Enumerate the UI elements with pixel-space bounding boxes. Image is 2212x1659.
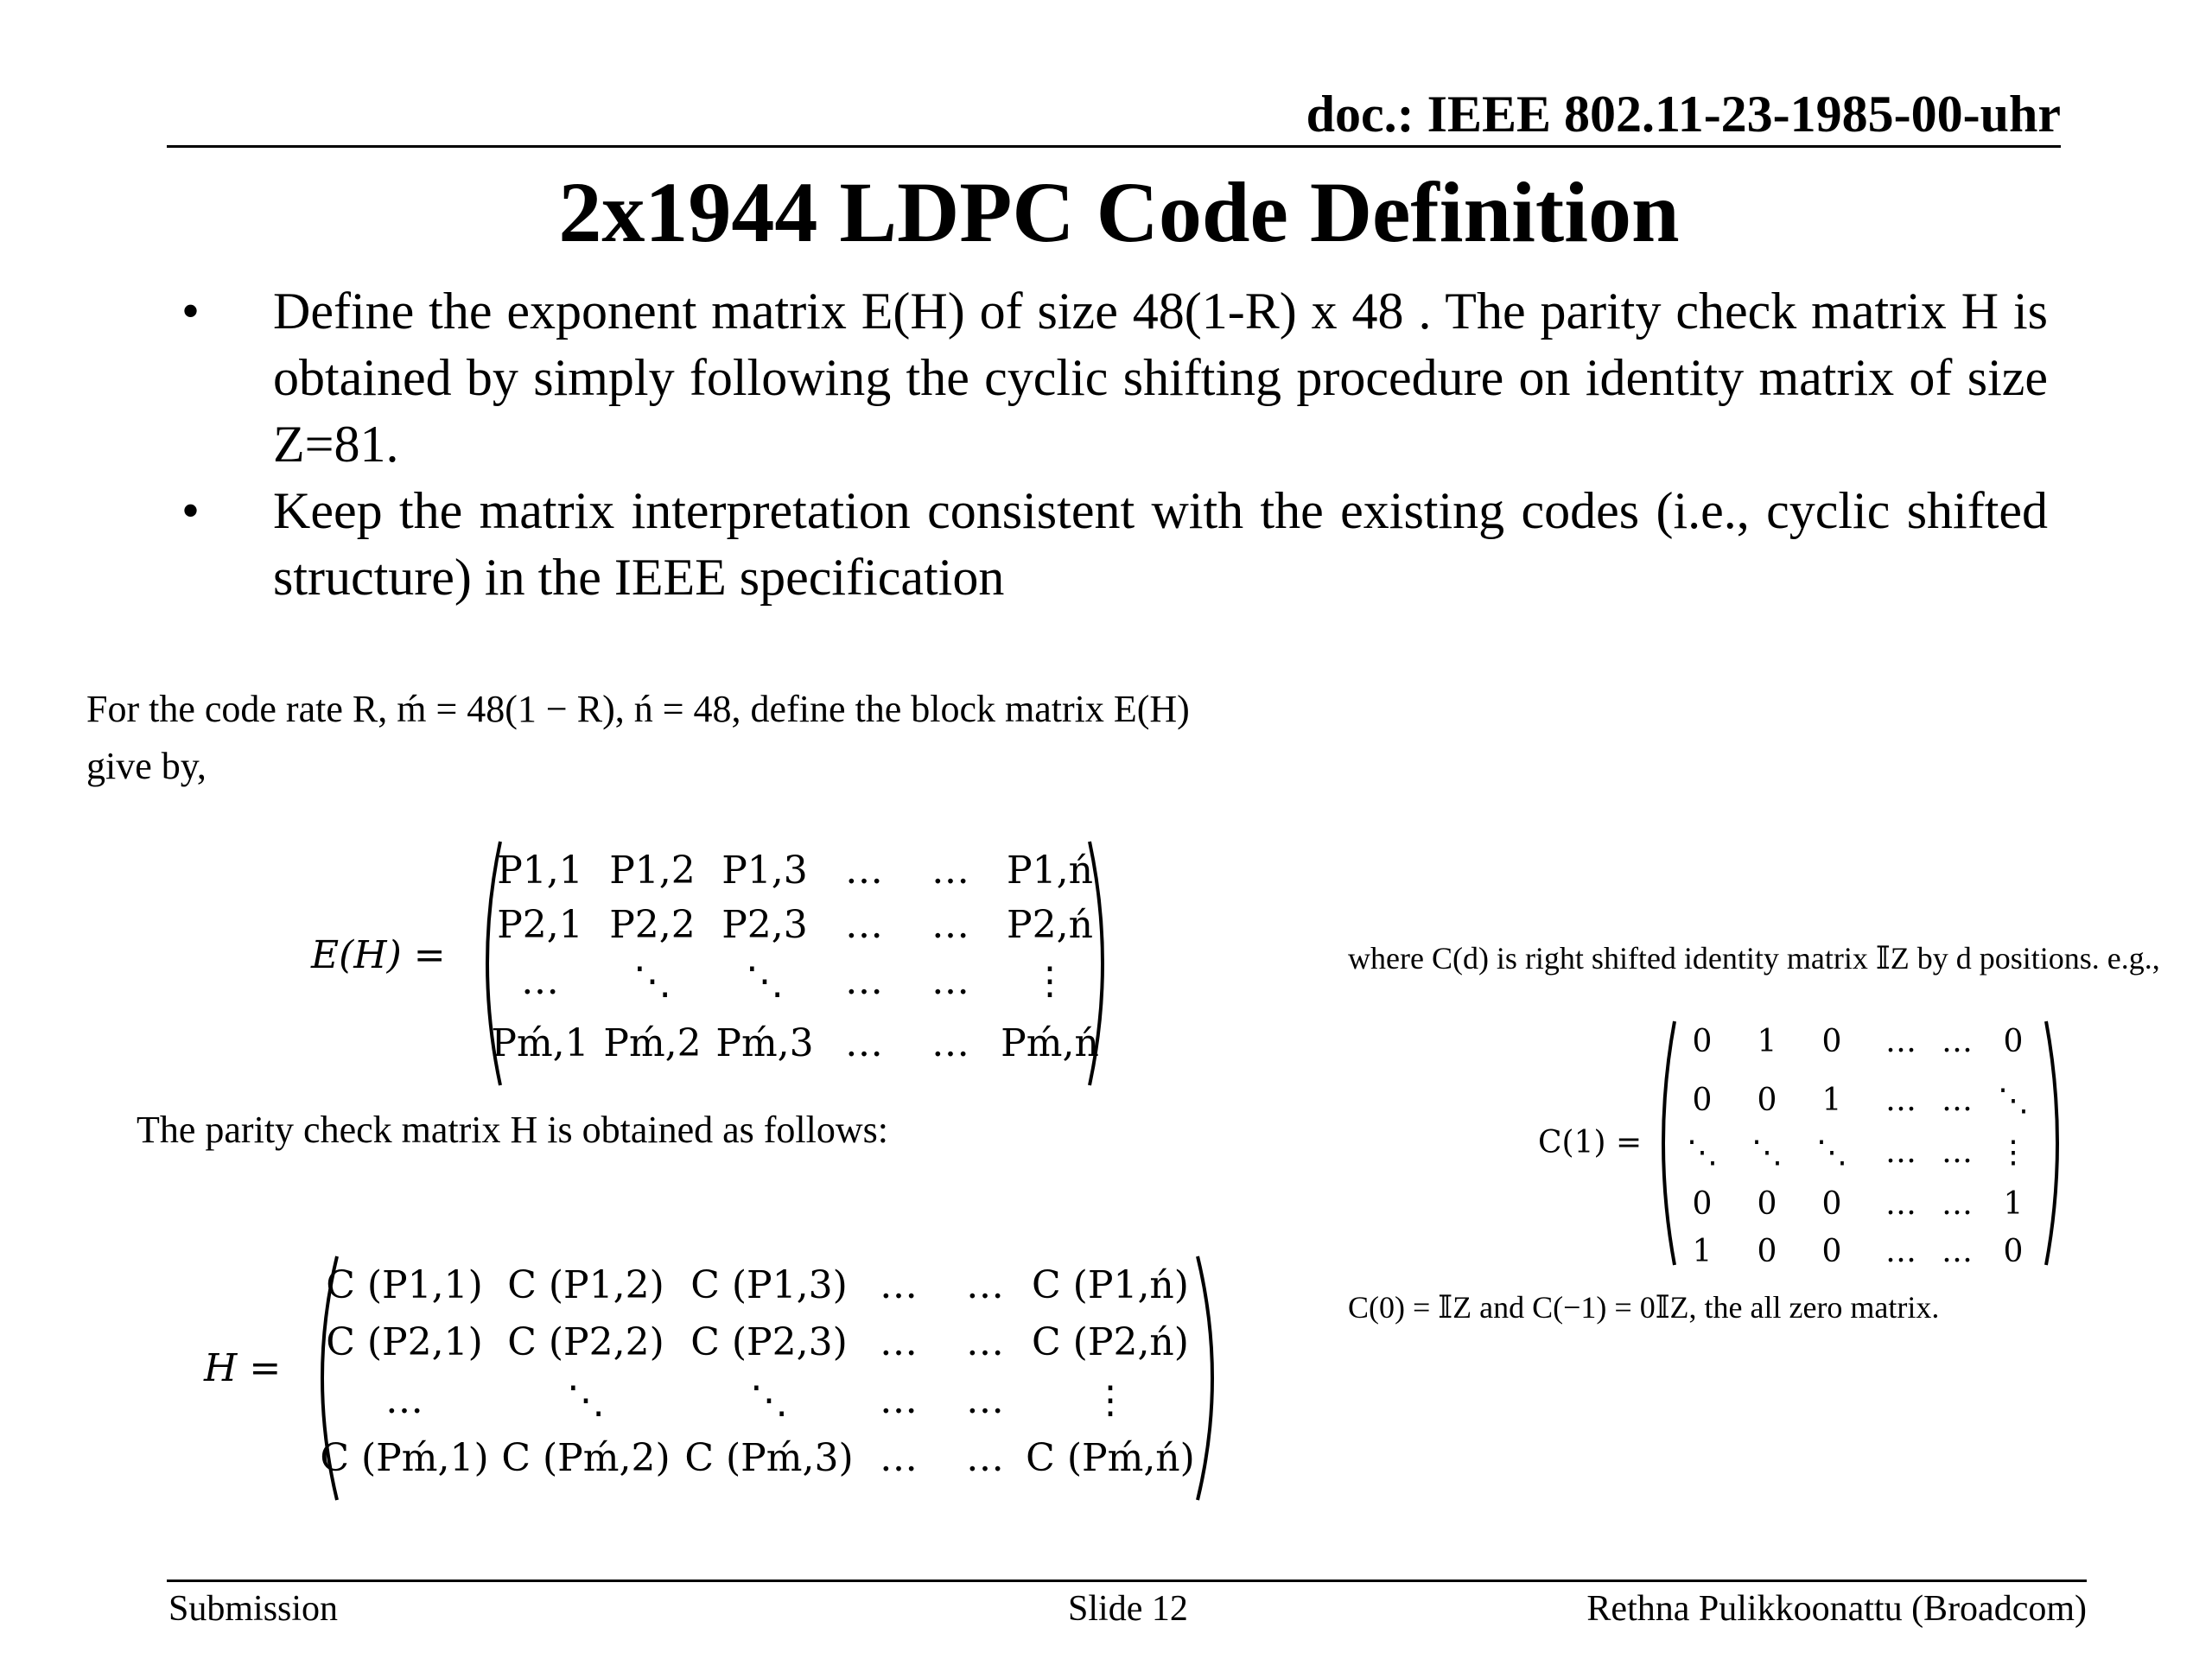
- h-cell: C (Pḿ,ń): [1026, 1436, 1195, 1480]
- eh-cell: …: [931, 849, 969, 893]
- c1-cell: …: [1885, 1083, 1916, 1118]
- eh-cell: P1,1: [497, 849, 583, 893]
- h-cell: ⋱: [750, 1378, 788, 1422]
- c1-cell: 1: [1757, 1024, 1777, 1059]
- c1-cell: ⋮: [1998, 1135, 2029, 1170]
- eh-cell: …: [845, 959, 883, 1003]
- c1-label: C(1) =: [1538, 1125, 1643, 1160]
- c1-cell: …: [1942, 1135, 1973, 1170]
- c1-cell: 0: [1692, 1186, 1713, 1222]
- document-id: doc.: IEEE 802.11-23-1985-00-uhr: [1306, 86, 2061, 143]
- c1-cell: …: [1942, 1083, 1973, 1118]
- h-cell: C (P1,2): [507, 1263, 664, 1307]
- h-cell: …: [880, 1320, 918, 1364]
- c1-cell: 0: [2003, 1024, 2024, 1059]
- h-cell: C (P1,ń): [1032, 1263, 1189, 1307]
- h-label: H =: [204, 1346, 282, 1390]
- eh-cell: …: [845, 849, 883, 893]
- bullet-text: Define the exponent matrix E(H) of size 48(1-R) x 48 . The parity check matrix H is obtained by simply following the cyclic shifting procedure on identity matrix of size Z=81.: [273, 283, 2048, 473]
- h-cell: C (Pḿ,1): [320, 1436, 489, 1480]
- eh-cell: …: [931, 1021, 969, 1065]
- eh-cell: ⋮: [1031, 959, 1069, 1003]
- h-cell: …: [966, 1436, 1004, 1480]
- h-cell: …: [880, 1436, 918, 1480]
- c1-cell: 0: [1757, 1083, 1777, 1118]
- h-cell: C (Pḿ,2): [501, 1436, 671, 1480]
- eh-cell: …: [845, 903, 883, 947]
- footer-author: Rethna Pulikkoonattu (Broadcom): [1586, 1589, 2087, 1629]
- bullet-item-2: [181, 478, 2048, 611]
- c1-cell: 0: [1757, 1234, 1777, 1269]
- eh-cell: P2,ń: [1007, 903, 1093, 947]
- parity-text: The parity check matrix H is obtained as follows:: [137, 1109, 888, 1151]
- eh-cell: P1,3: [721, 849, 808, 893]
- c1-right-paren: [2041, 1018, 2072, 1268]
- h-cell: C (P1,1): [326, 1263, 483, 1307]
- c1-cell: ⋱: [1998, 1083, 2029, 1118]
- h-cell: …: [966, 1320, 1004, 1364]
- c1-cell: …: [1885, 1135, 1916, 1170]
- eh-cell: Pḿ,ń: [1001, 1021, 1099, 1065]
- c1-cell: 0: [1821, 1186, 1842, 1222]
- eh-cell: P2,3: [721, 903, 808, 947]
- c1-cell: 0: [1757, 1186, 1777, 1222]
- bullet-marker: •: [181, 482, 200, 539]
- eh-cell: ⋱: [633, 959, 671, 1003]
- h-cell: …: [966, 1378, 1004, 1422]
- c1-cell: ⋱: [1816, 1135, 1847, 1170]
- eh-cell: P2,1: [497, 903, 583, 947]
- slide-title: 2x1944 LDPC Code Definition: [558, 164, 1680, 260]
- h-cell: …: [880, 1263, 918, 1307]
- intro-line-2: give by,: [86, 745, 207, 787]
- bullet-list: [181, 278, 2048, 611]
- eh-cell: …: [521, 959, 559, 1003]
- h-equation: [0, 1244, 1244, 1503]
- eh-cell: …: [931, 959, 969, 1003]
- c1-cell: …: [1885, 1186, 1916, 1222]
- c1-cell: …: [1942, 1234, 1973, 1269]
- c1-cell: 1: [1692, 1234, 1713, 1269]
- c1-cell: …: [1885, 1234, 1916, 1269]
- intro-line-1: For the code rate R, ḿ = 48(1 − R), ń = 48, define the block matrix E(H): [86, 688, 1190, 730]
- eh-cell: ⋱: [746, 959, 784, 1003]
- eh-cell: P1,ń: [1007, 849, 1093, 893]
- intro-text: [86, 681, 1382, 795]
- where-text: where C(d) is right shifted identity matrix 𝕀Z by d positions. e.g.,: [1348, 941, 2160, 976]
- h-cell: C (P2,2): [507, 1320, 664, 1364]
- eh-cell: P1,2: [609, 849, 696, 893]
- h-cell: …: [880, 1378, 918, 1422]
- eh-cell: Pḿ,3: [715, 1021, 814, 1065]
- eh-equation: [0, 830, 1141, 1089]
- eh-cell: …: [845, 1021, 883, 1065]
- c1-cell: ⋱: [1751, 1135, 1783, 1170]
- eh-cell: …: [931, 903, 969, 947]
- h-cell: ⋮: [1091, 1378, 1129, 1422]
- header-rule: [167, 145, 2061, 148]
- h-cell: C (P2,ń): [1032, 1320, 1189, 1364]
- footer-rule: [167, 1580, 2087, 1582]
- c1-cell: 0: [1821, 1024, 1842, 1059]
- c1-cell: 0: [1692, 1024, 1713, 1059]
- eh-cell: Pḿ,2: [603, 1021, 702, 1065]
- h-cell: C (P2,1): [326, 1320, 483, 1364]
- bullet-item-1: [181, 278, 2048, 478]
- h-cell: C (Pḿ,3): [684, 1436, 854, 1480]
- c1-equation: [1521, 1011, 2074, 1270]
- eh-cell: P2,2: [609, 903, 696, 947]
- h-cell: ⋱: [567, 1378, 605, 1422]
- h-cell: …: [966, 1263, 1004, 1307]
- c1-cell: 0: [1692, 1083, 1713, 1118]
- bullet-marker: •: [181, 283, 200, 340]
- bullet-text: Keep the matrix interpretation consistent with the existing codes (i.e., cyclic shifted structure) in the IEEE specification: [273, 482, 2048, 606]
- c1-cell: …: [1885, 1024, 1916, 1059]
- c1-cell: 0: [1821, 1234, 1842, 1269]
- c1-cell: ⋱: [1687, 1135, 1718, 1170]
- c1-cell: …: [1942, 1186, 1973, 1222]
- footer-submission: Submission: [168, 1589, 339, 1629]
- footer-slide-number: Slide 12: [1068, 1589, 1188, 1629]
- h-cell: C (P2,3): [690, 1320, 848, 1364]
- c1-cell: 0: [2003, 1234, 2024, 1269]
- c0-text: C(0) = 𝕀Z and C(−1) = 0𝕀Z, the all zero matrix.: [1348, 1290, 1940, 1325]
- c1-cell: 1: [2003, 1186, 2024, 1222]
- c1-cell: …: [1942, 1024, 1973, 1059]
- c1-cell: 1: [1821, 1083, 1842, 1118]
- h-cell: C (P1,3): [690, 1263, 848, 1307]
- eh-label: E(H) =: [311, 933, 446, 977]
- eh-cell: Pḿ,1: [491, 1021, 589, 1065]
- h-cell: …: [385, 1378, 423, 1422]
